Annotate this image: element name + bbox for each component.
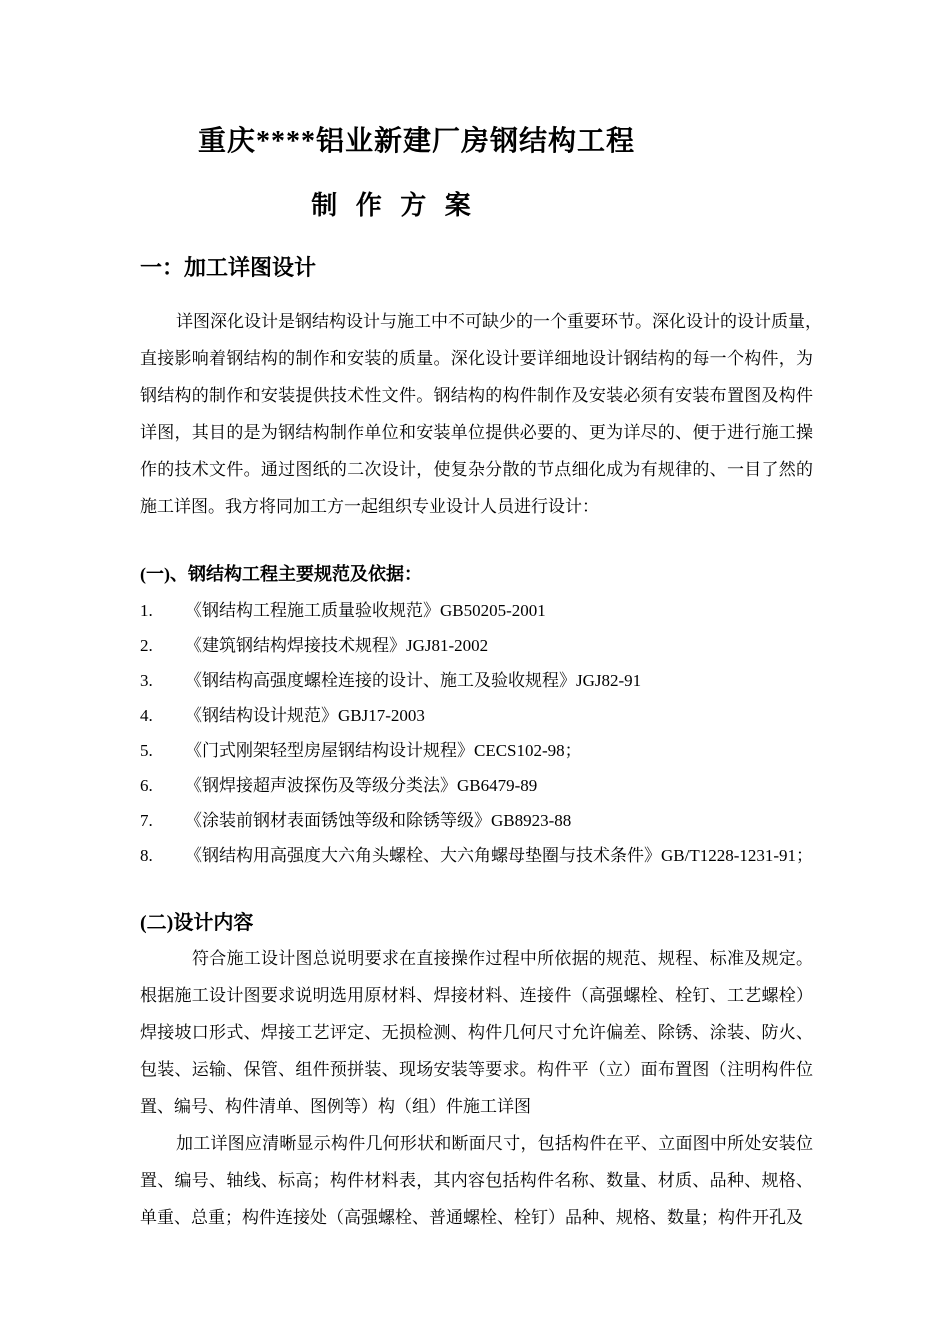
standard-item: [140, 838, 813, 873]
standard-item-text: 《钢结构高强度螺栓连接的设计、施工及验收规程》JGJ82-91: [185, 671, 642, 690]
standard-item-number: 4.: [140, 706, 153, 725]
standard-item: [140, 663, 813, 698]
standard-item-number: 7.: [140, 811, 153, 830]
subsection-heading-design-content: (二)设计内容: [140, 912, 254, 934]
paragraph-line: 包装、运输、保管、组件预拼装、现场安装等要求。构件平（立）面布置图（注明构件位: [140, 1060, 813, 1079]
standard-item-number: 1.: [140, 601, 153, 620]
paragraph-line: 符合施工设计图总说明要求在直接操作过程中所依据的规范、规程、标准及规定。: [192, 949, 813, 968]
paragraph-line: 直接影响着钢结构的制作和安装的质量。深化设计要详细地设计钢结构的每一个构件，为: [140, 349, 813, 368]
subsection-heading-standards: (一)、钢结构工程主要规范及依据：: [140, 564, 422, 584]
paragraph-line: 施工详图。我方将同加工方一起组织专业设计人员进行设计：: [140, 497, 599, 516]
standard-item: [140, 593, 813, 628]
paragraph-line: 单重、总重；构件连接处（高强螺栓、普通螺栓、栓钉）品种、规格、数量；构件开孔及: [140, 1208, 803, 1227]
standard-item-number: 2.: [140, 636, 153, 655]
standard-item-text: 《钢焊接超声波探伤及等级分类法》GB6479-89: [185, 776, 538, 795]
document-header: [140, 126, 813, 222]
standard-item-text: 《钢结构用高强度大六角头螺栓、大六角螺母垫圈与技术条件》GB/T1228-1231-91；: [185, 846, 814, 865]
section-heading-detail-design: 一：加工详图设计: [140, 255, 317, 280]
paragraph-line: 焊接坡口形式、焊接工艺评定、无损检测、构件几何尺寸允许偏差、除锈、涂装、防火、: [140, 1023, 813, 1042]
paragraph-line: 置、编号、轴线、标高；构件材料表，其内容包括构件名称、数量、材质、品种、规格、: [140, 1171, 813, 1190]
paragraph-line: 置、编号、构件清单、图例等）构（组）件施工详图: [140, 1097, 531, 1116]
standard-item-text: 《钢结构工程施工质量验收规范》GB50205-2001: [185, 601, 546, 620]
standard-item: [140, 698, 813, 733]
paragraph-line: 根据施工设计图要求说明选用原材料、焊接材料、连接件（高强螺栓、栓钉、工艺螺栓）: [140, 986, 813, 1005]
paragraph-line: 作的技术文件。通过图纸的二次设计，使复杂分散的节点细化成为有规律的、一目了然的: [140, 460, 813, 479]
paragraph-line: 详图深化设计是钢结构设计与施工中不可缺少的一个重要环节。深化设计的设计质量，: [176, 312, 822, 331]
standard-item-number: 8.: [140, 846, 153, 865]
design-content-paragraph-2: [140, 1125, 813, 1236]
standard-item-text: 《建筑钢结构焊接技术规程》JGJ81-2002: [185, 636, 489, 655]
document-subtitle: 制 作 方 案: [311, 191, 477, 220]
intro-paragraph: [140, 303, 822, 525]
standard-item: [140, 803, 813, 838]
standard-item-text: 《涂装前钢材表面锈蚀等级和除锈等级》GB8923-88: [185, 811, 572, 830]
design-content-paragraph-1: [140, 940, 813, 1125]
document-content: [0, 126, 950, 1236]
standard-item-text: 《门式刚架轻型房屋钢结构设计规程》CECS102-98；: [185, 741, 582, 760]
standard-item-number: 6.: [140, 776, 153, 795]
standard-item: [140, 768, 813, 803]
paragraph-line: 详图，其目的是为钢结构制作单位和安装单位提供必要的、更为详尽的、便于进行施工操: [140, 423, 813, 442]
document-title: 重庆****铝业新建厂房钢结构工程: [197, 126, 635, 157]
standard-item-number: 3.: [140, 671, 153, 690]
standard-item: [140, 628, 813, 663]
standard-item-text: 《钢结构设计规范》GBJ17-2003: [185, 706, 425, 725]
paragraph-line: 钢结构的制作和安装提供技术性文件。钢结构的构件制作及安装必须有安装布置图及构件: [140, 386, 813, 405]
standard-item: [140, 733, 813, 768]
standards-list: [140, 593, 813, 873]
paragraph-line: 加工详图应清晰显示构件几何形状和断面尺寸，包括构件在平、立面图中所处安装位: [176, 1134, 813, 1153]
standard-item-number: 5.: [140, 741, 153, 760]
